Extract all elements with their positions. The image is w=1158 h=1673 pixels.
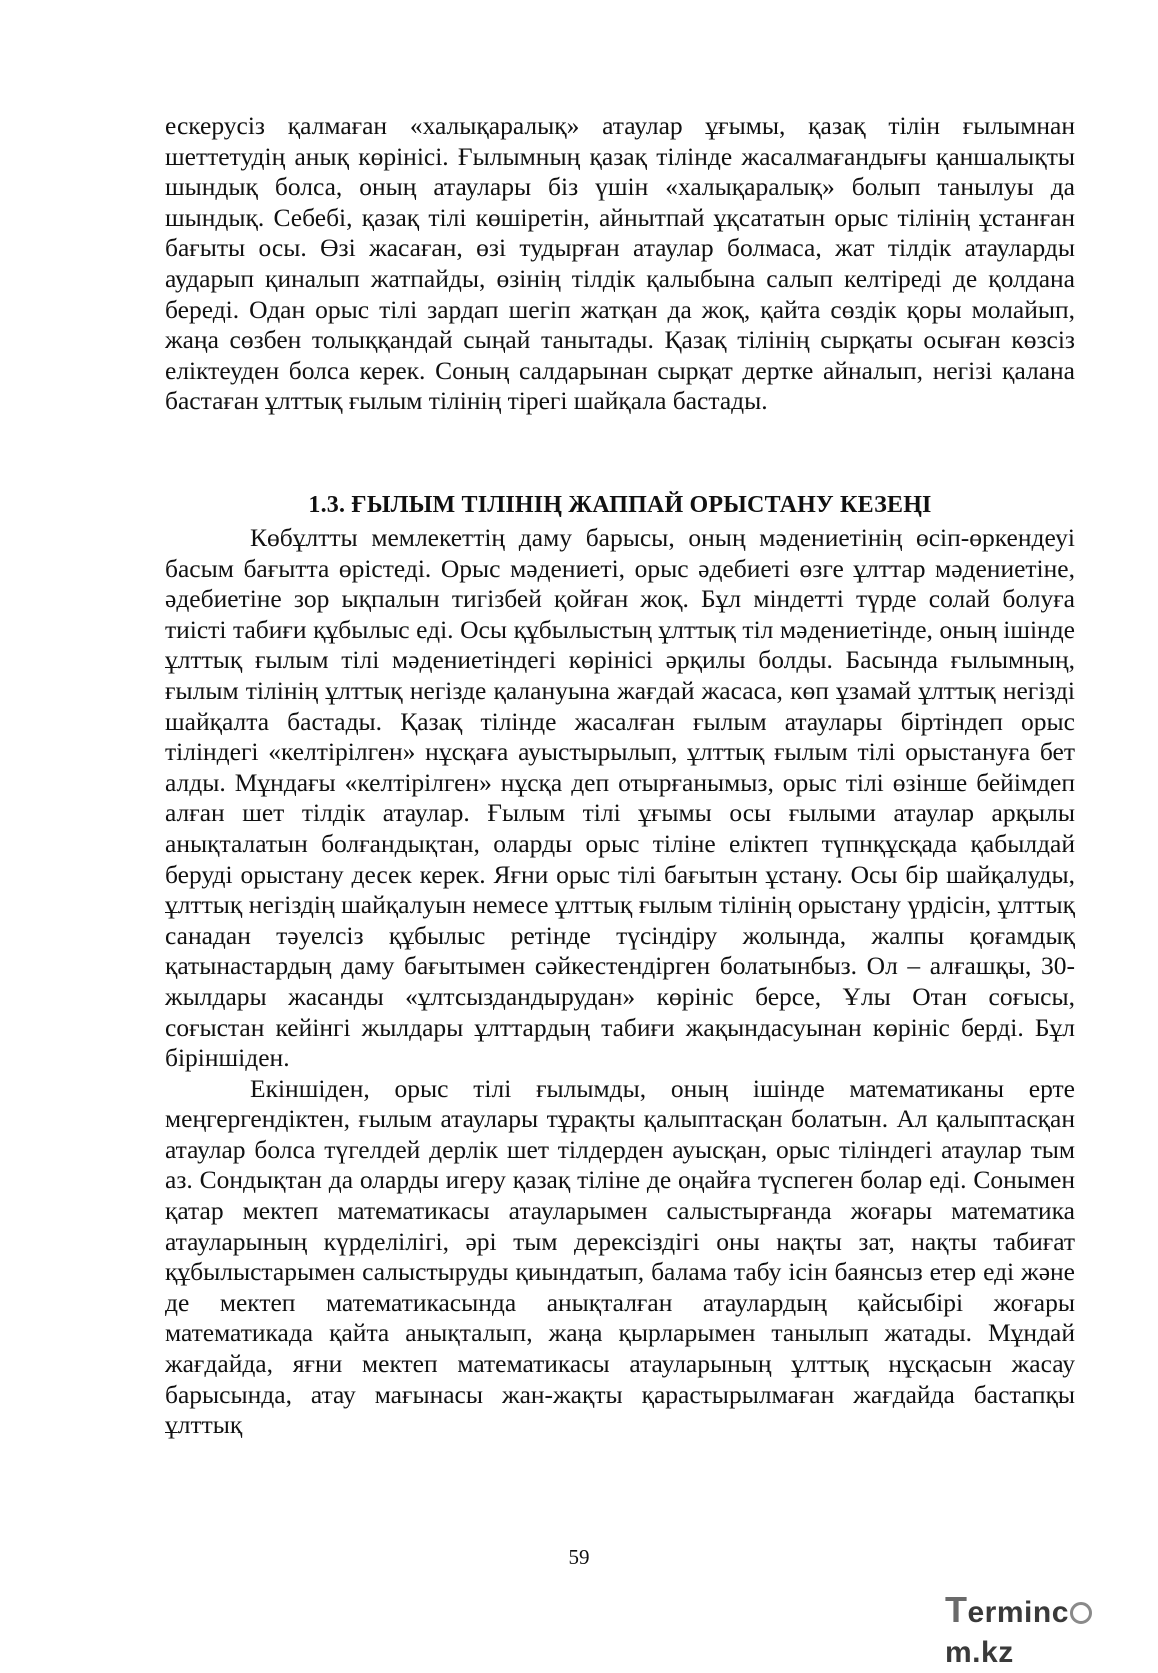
section-paragraph-2: Екіншіден, орыс тілі ғылымды, оның ішінде математиканы ерте меңгергендіктен, ғылым атаулары тұрақты қалыптасқан болатын. Ал қалыптасқан атаулар болса түгелдей дерлік шет тілдерден ауысқан, орыс тіліндегі атаулар тым аз. Сондықтан да оларды игеру қазақ тіліне де оңайға түспеген болар еді. Сонымен қатар мектеп математикасы атауларымен салыстырғанда жоғары математика атауларының күрделілігі, әрі тым дерексіздігі оны нақты зат, нақты табиғат құбылыстарымен салыстыруды қиындатып, балама табу ісін баянсыз етер еді және де мектеп математикасында анықталған атаулардың қайсыбірі жоғары математикада қайта анықталып, жаңа қырларымен танылып жатады. Мұндай жағдайда, яғни мектеп математикасы атауларының ұлттық нұсқасын жасау барысында, атау мағынасы жан-жақты қарастырылмаған жағдайда бастапқы ұлттық bbox=[165, 1073, 1075, 1440]
section-heading: 1.3. ҒЫЛЫМ ТІЛІНІҢ ЖАППАЙ ОРЫСТАНУ КЕЗЕҢІ bbox=[308, 492, 932, 518]
termincom-watermark bbox=[945, 1589, 1145, 1669]
watermark-t-letter: T bbox=[945, 1589, 968, 1630]
watermark-text-part: erminc bbox=[967, 1596, 1069, 1629]
section-body bbox=[165, 523, 1075, 1441]
page-number: 59 bbox=[568, 1545, 590, 1569]
watermark-domain-part: m.kz bbox=[945, 1636, 1014, 1669]
section-paragraph-1: Көбұлтты мемлекеттің даму барысы, оның мәдениетінің өсіп-өркендеуі басым бағытта өрістеді. Орыс мәдениеті, орыс әдебиеті өзге ұлттар мәдениетіне, әдебиетіне зор ықпалын тигізбей қойған жоқ. Бұл міндетті түрде солай болуға тиісті табиғи құбылыс еді. Осы құбылыстың ұлттық тіл мәдениетінде, оның ішінде ұлттық ғылым тілі мәдениетіндегі көрінісі әрқилы болды. Басында ғылымның, ғылым тілінің ұлттық негізде қалануына жағдай жасаса, көп ұзамай ұлттық негізді шайқалта бастады. Қазақ тілінде жасалған ғылым атаулары біртіндеп орыс тіліндегі «келтірілген» нұсқаға ауыстырылып, ұлттық ғылым тілі орыстануға бет алды. Мұндағы «келтірілген» нұсқа деп отырғанымыз, орыс тілі өзінше бейімдеп алған шет тілдік атаулар. Ғылым тілі ұғымы осы ғылыми атаулар арқылы анықталатын болғандықтан, оларды орыс тіліне еліктеп түпнқұсқада қабылдай беруді орыстану десек керек. Яғни орыс тілі бағытын ұстану. Осы бір шайқалуды, ұлттық негіздің шайқалуын немесе ұлттық ғылым тілінің орыстану үрдісін, ұлттық санадан тәуелсіз құбылыс ретінде түсіндіру жолында, жалпы қоғамдық қатынастардың даму бағытымен сәйкестендірген болатынбыз. Ол – алғашқы, 30-жылдары жасанды «ұлтсыздандырудан» көрініс берсе, Ұлы Отан соғысы, соғыстан кейінгі жылдары ұлттардың табиғи жақындасуынан көрініс берді. Бұл біріншіден. bbox=[165, 523, 1075, 1073]
watermark-o-ring-icon bbox=[1070, 1602, 1092, 1624]
opening-paragraph: ескерусіз қалмаған «халықаралық» атаулар ұғымы, қазақ тілін ғылымнан шеттетудің анық көрінісі. Ғылымның қазақ тілінде жасалмағандығы қаншалықты шындық болса, оның атаулары біз үшін «халықаралық» болып танылуы да шындық. Себебі, қазақ тілі көшіретін, айнытпай ұқсататын орыс тілінің ұстанған бағыты осы. Өзі жасаған, өзі тудырған атаулар болмаса, жат тілдік атауларды аударып қиналып жатпайды, өзінің тілдік қалыбына салып келтіреді де қолдана береді. Одан орыс тілі зардап шегіп жатқан да жоқ, қайта сөздік қоры молайып, жаңа сөзбен толыққандай сыңай танытады. Қазақ тілінің сырқаты осыған көзсіз еліктеуден болса керек. Соның салдарынан сырқат дертке айналып, негізі қалана бастаған ұлттық ғылым тілінің тірегі шайқала бастады. bbox=[165, 111, 1075, 416]
